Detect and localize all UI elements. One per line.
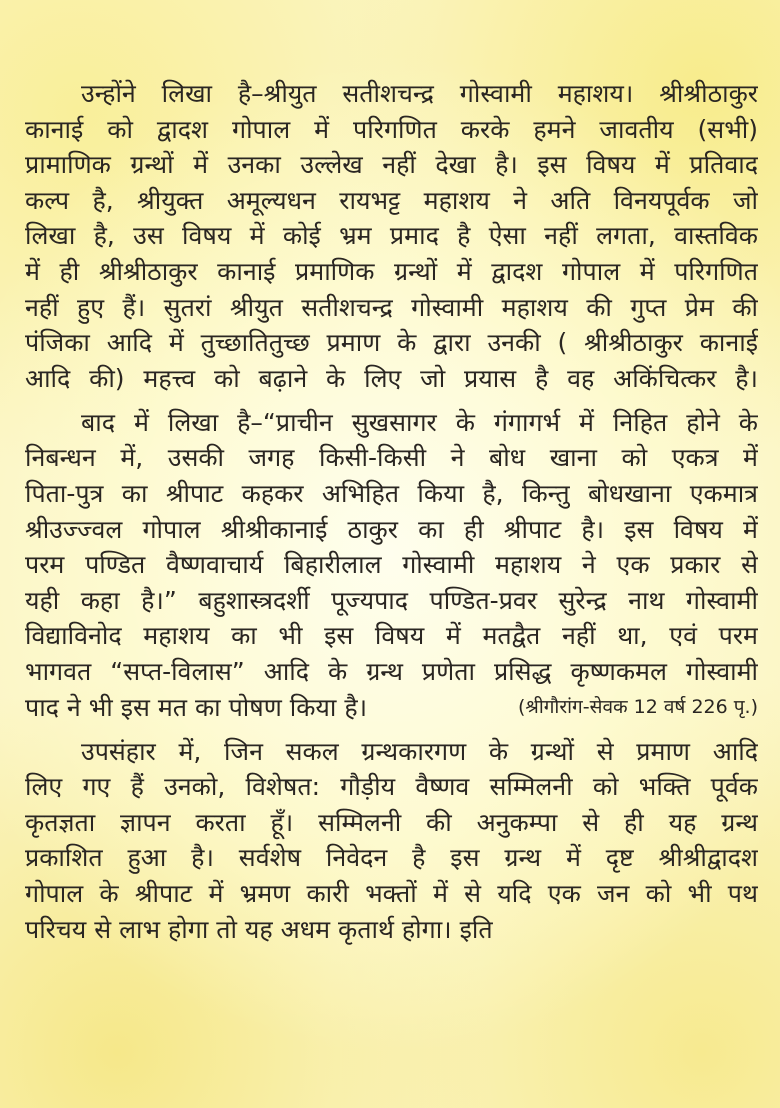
text-line: परम पण्डित वैष्णवाचार्य बिहारीलाल गोस्वामी महाशय ने एक प्रकार से bbox=[25, 550, 758, 580]
text-line: परिचय से लाभ होगा तो यह अधम कृतार्थ होगा। इति bbox=[25, 914, 493, 944]
text-line: कल्प है, श्रीयुक्त अमूल्यधन रायभट्ट महाशय ने अति विनयपूर्वक जो bbox=[25, 185, 758, 215]
text-line: बाद में लिखा है–“प्राचीन सुखसागर के गंगागर्भ में निहित होने के bbox=[81, 407, 758, 437]
text-line: निबन्धन में, उसकी जगह किसी-किसी ने बोध खाना को एकत्र में bbox=[25, 443, 758, 473]
text-line: नहीं हुए हैं। सुतरां श्रीयुत सतीशचन्द्र गोस्वामी महाशय की गुप्त प्रेम की bbox=[25, 292, 758, 322]
text-line: आदि की) महत्त्व को बढ़ाने के लिए जो प्रयास है वह अकिंचित्कर है। bbox=[25, 363, 758, 393]
text-line: उन्होंने लिखा है–श्रीयुत सतीशचन्द्र गोस्वामी महाशय। श्रीश्रीठाकुर bbox=[81, 79, 758, 108]
citation: (श्रीगौरांग-सेवक 12 वर्ष 226 पृ.) bbox=[517, 695, 758, 718]
text-line: श्रीउज्ज्वल गोपाल श्रीश्रीकानाई ठाकुर का ही श्रीपाट है। इस विषय में bbox=[25, 514, 758, 544]
paragraph-2 bbox=[25, 405, 758, 725]
paragraph-1 bbox=[25, 76, 758, 396]
text-line: उपसंहार में, जिन सकल ग्रन्थकारगण के ग्रन्थों से प्रमाण आदि bbox=[81, 736, 758, 766]
text-line: पंजिका आदि में तुच्छातितुच्छ प्रमाण के द्वारा उनकी ( श्रीश्रीठाकुर कानाई bbox=[25, 328, 758, 358]
text-line: प्रामाणिक ग्रन्थों में उनका उल्लेख नहीं देखा है। इस विषय में प्रतिवाद bbox=[25, 150, 758, 180]
text-line-content: पाद ने भी इस मत का पोषण किया है। bbox=[25, 692, 368, 722]
text-line bbox=[25, 690, 758, 726]
text-line: लिखा है, उस विषय में कोई भ्रम प्रमाद है ऐसा नहीं लगता, वास्तविक bbox=[25, 221, 758, 251]
book-page bbox=[25, 76, 758, 956]
text-line: गोपाल के श्रीपाट में भ्रमण कारी भक्तों में से यदि एक जन को भी पथ bbox=[25, 879, 758, 909]
text-line: कृतज्ञता ज्ञापन करता हूँ। सम्मिलनी की अनुकम्पा से ही यह ग्रन्थ bbox=[25, 807, 758, 837]
text-line: प्रकाशित हुआ है। सर्वशेष निवेदन है इस ग्रन्थ में दृष्ट श्रीश्रीद्वादश bbox=[25, 843, 758, 873]
text-line: विद्याविनोद महाशय का भी इस विषय में मतद्वैत नहीं था, एवं परम bbox=[25, 621, 758, 651]
text-line: यही कहा है।” बहुशास्त्रदर्शी पूज्यपाद पण्डित-प्रवर सुरेन्द्र नाथ गोस्वामी bbox=[25, 585, 758, 615]
text-line: पिता-पुत्र का श्रीपाट कहकर अभिहित किया है, किन्तु बोधखाना एकमात्र bbox=[25, 479, 758, 509]
text-line: लिए गए हैं उनको, विशेषत: गौड़ीय वैष्णव सम्मिलनी को भक्ति पूर्वक bbox=[25, 772, 758, 802]
text-line: में ही श्रीश्रीठाकुर कानाई प्रमाणिक ग्रन्थों में द्वादश गोपाल में परिगणित bbox=[25, 256, 758, 286]
text-line: भागवत “सप्त-विलास” आदि के ग्रन्थ प्रणेता प्रसिद्ध कृष्णकमल गोस्वामी bbox=[25, 657, 758, 686]
paragraph-3 bbox=[25, 734, 758, 948]
text-line: कानाई को द्वादश गोपाल में परिगणित करके हमने जावतीय (सभी) bbox=[25, 114, 758, 144]
